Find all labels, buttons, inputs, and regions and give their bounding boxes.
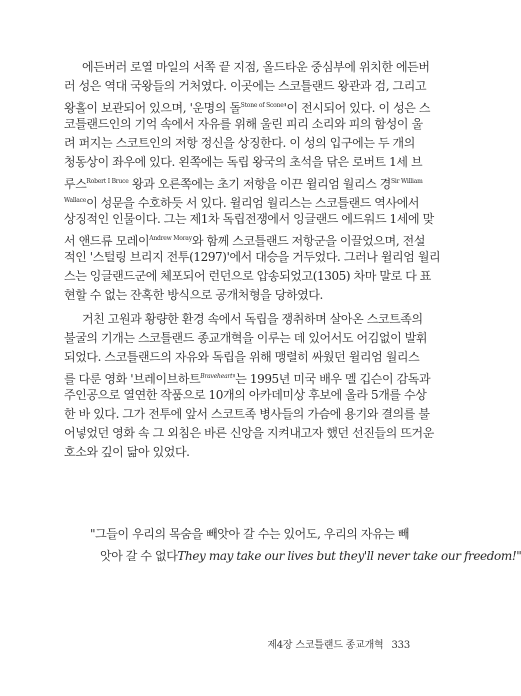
body-line: 어넣었던 영화 속 그 외침은 바른 신앙을 지켜내고자 했던 선진들의 뜨거운	[64, 426, 434, 440]
footnote-sup: Andrew Moray	[149, 235, 192, 242]
body-line: 려 퍼지는 스코트인의 저항 정신을 상징한다. 이 성의 입구에는 두 개의	[64, 136, 415, 150]
footnote-sup: Stone of Scone	[240, 102, 284, 109]
body-line: 러 성은 역대 국왕들의 거처였다. 이곳에는 스코틀랜드 왕관과 검, 그리고	[64, 79, 427, 93]
chapter-title: 제4장 스코틀랜드 종교개혁	[267, 640, 384, 651]
footnote-sup: Braveheart	[200, 373, 233, 380]
body-line: 호소와 깊이 닮아 있었다.	[64, 445, 190, 459]
page-footer	[259, 636, 410, 651]
body-line: 주인공으로 열연한 작품으로 10개의 아카데미상 후보에 올라 5개를 수상	[64, 388, 427, 402]
body-line: 서 앤드류 모레이$^{Andrew Moray}$와 함께 스코틀랜드 저항군을 이끌었으며, 전설	[64, 234, 426, 248]
body-line: 현할 수 없는 잔혹한 방식으로 공개처형을 당하였다.	[64, 288, 323, 302]
body-line: 루스$^{Robert I Bruce}$ 왕과 오른쪽에는 초기 저항을 이끈 윌리엄 월리스 경$^{Sir William}$	[64, 177, 423, 191]
body-line: 적인 '스털링 브리지 전투(1297)'에서 대승을 거두었다. 그러나 윌리엄 월리	[64, 250, 441, 264]
body-line: 거친 고원과 황량한 환경 속에서 독립을 쟁취하며 살아온 스코트족의	[82, 312, 423, 326]
footnote-sup: Sir William	[391, 178, 423, 185]
page-number: 333	[391, 640, 410, 651]
body-line: $^{Wallace}$이 성문을 수호하듯 서 있다. 윌리엄 월리스는 스코틀랜드 역사에서	[64, 196, 420, 210]
footnote-sup: Robert I Bruce	[86, 178, 129, 185]
body-line: 상징적인 인물이다. 그는 제1차 독립전쟁에서 잉글랜드 에드워드 1세에 맞	[64, 212, 434, 226]
body-line: 불굴의 기개는 스코틀랜드 종교개혁을 이루는 데 있어서도 어김없이 발휘	[64, 331, 428, 345]
body-line: 에든버러 로열 마일의 서쪽 끝 지점, 올드타운 중심부에 위치한 에든버	[82, 60, 430, 74]
body-line: 를 다룬 영화 '브레이브하트$^{Braveheart}$'는 1995년 미국 배우 멜 깁슨이 감독과	[64, 372, 431, 386]
body-line: 스는 잉글랜드군에 체포되어 런던으로 압송되었고(1305) 차마 말로 다 표	[64, 269, 432, 283]
body-line: 왕홀이 보관되어 있으며, '운명의 돌$^{Stone of Scone}$'이 전시되어 있다. 이 성은 스	[64, 101, 431, 115]
quote-english: They may take our lives but they'll never take our freedom!	[177, 549, 517, 563]
footnote-sup: Wallace	[64, 197, 87, 204]
body-line: 청동상이 좌우에 있다. 왼쪽에는 독립 왕국의 초석을 닦은 로버트 1세 브	[64, 155, 423, 169]
body-line: 되었다. 스코틀랜드의 자유와 독립을 위해 맹렬히 싸웠던 윌리엄 월리스	[64, 350, 420, 364]
quote-line: 앗아 갈 수 없다They may take our lives but they'll never take our freedom!"	[100, 549, 521, 563]
quote-line: "그들이 우리의 목숨을 빼앗아 갈 수는 있어도, 우리의 자유는 빼	[90, 527, 410, 541]
body-line: 코틀랜드인의 기억 속에서 자유를 위해 울린 피리 소리와 피의 함성이 울	[64, 117, 423, 131]
body-line: 한 바 있다. 그가 전투에 앞서 스코트족 병사들의 가슴에 용기와 결의를 불	[64, 407, 430, 421]
